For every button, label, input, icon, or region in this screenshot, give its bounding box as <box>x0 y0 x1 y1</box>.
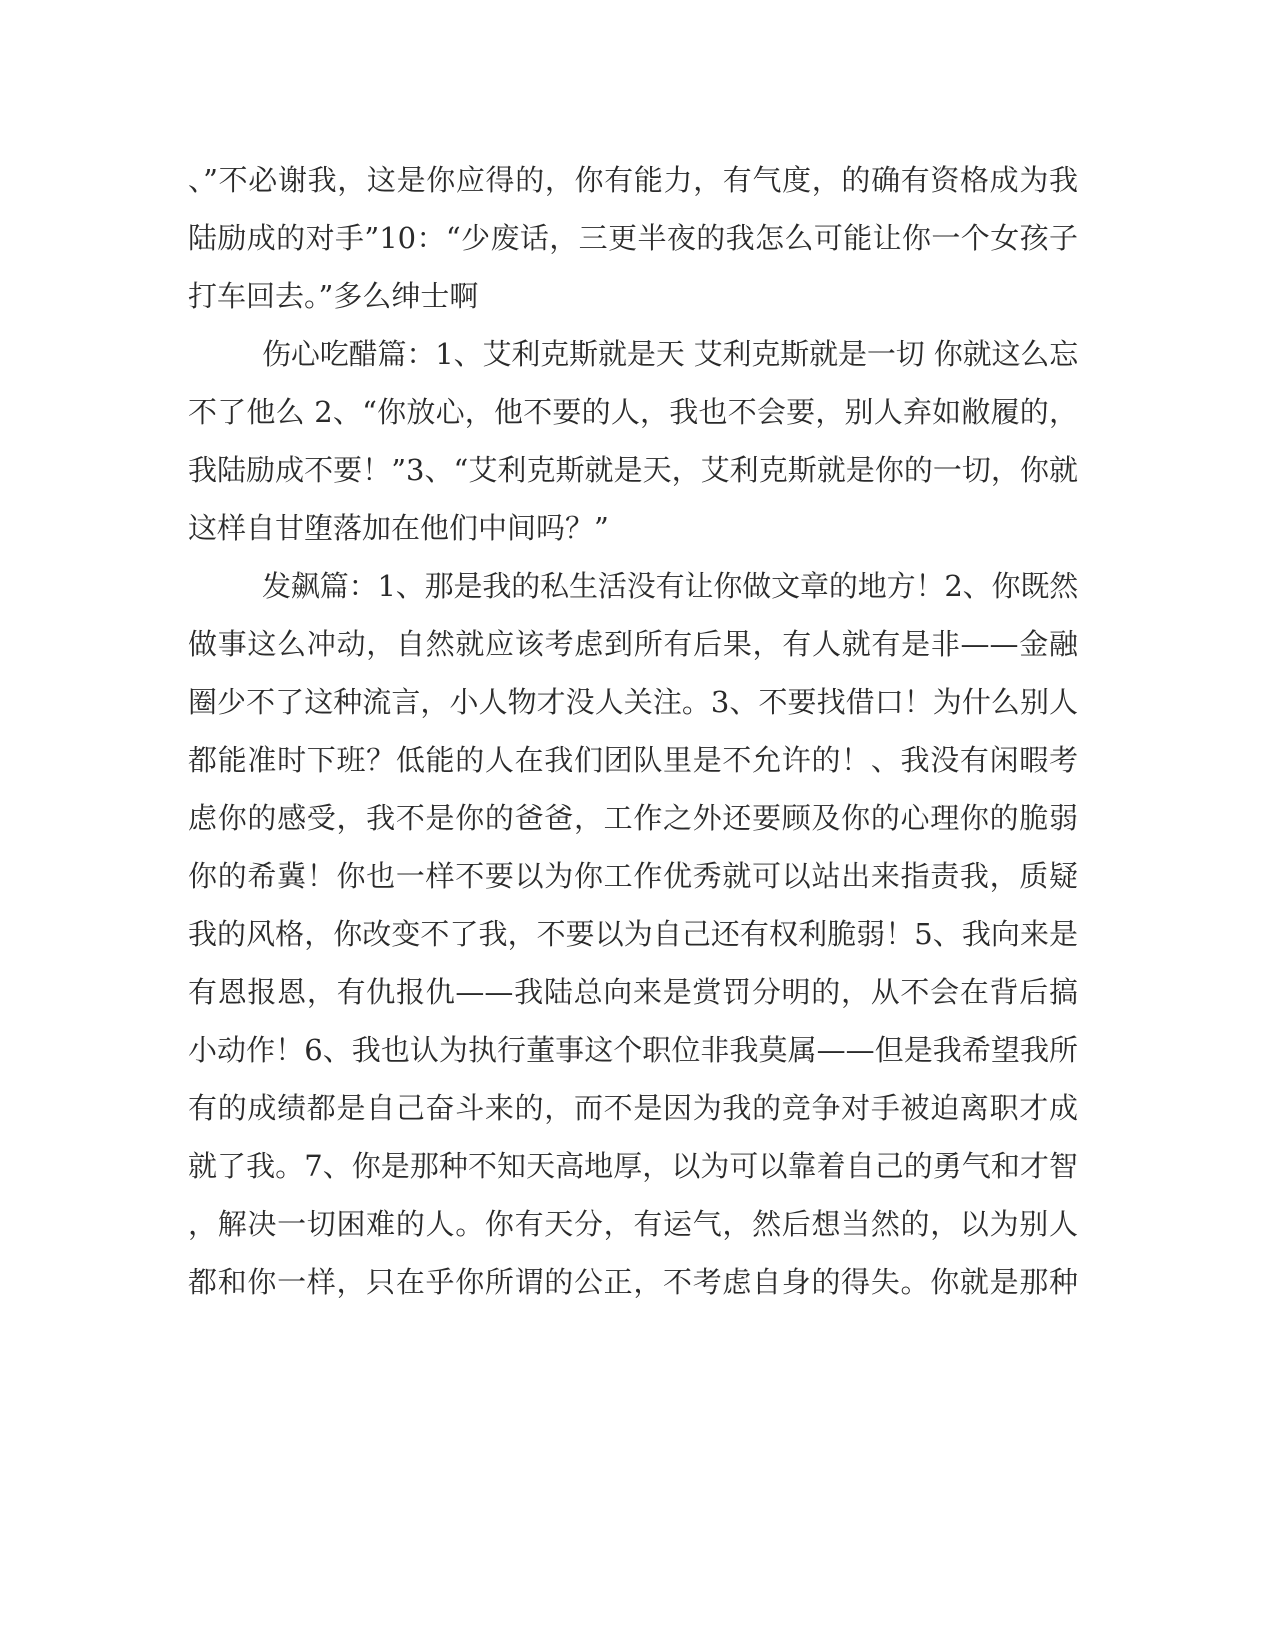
text-line: 都能准时下班？低能的人在我们团队里是不允许的！、我没有闲暇考 <box>188 743 1078 777</box>
text-line: 我陆励成不要！”3、“艾利克斯就是天，艾利克斯就是你的一切，你就 <box>188 453 1078 487</box>
text-line: 、”不必谢我，这是你应得的，你有能力，有气度，的确有资格成为我 <box>188 163 1078 197</box>
text-line: 做事这么冲动，自然就应该考虑到所有后果，有人就有是非——金融 <box>188 627 1078 661</box>
text-line: 这样自甘堕落加在他们中间吗？” <box>188 511 609 545</box>
text-line: 小动作！6、我也认为执行董事这个职位非我莫属——但是我希望我所 <box>188 1033 1078 1067</box>
text-line: ，解决一切困难的人。你有天分，有运气，然后想当然的，以为别人 <box>188 1207 1078 1241</box>
text-line: 陆励成的对手”10：“少废话，三更半夜的我怎么可能让你一个女孩子 <box>188 221 1078 255</box>
text-line: 就了我。7、你是那种不知天高地厚，以为可以靠着自己的勇气和才智 <box>188 1149 1078 1183</box>
text-line: 有的成绩都是自己奋斗来的，而不是因为我的竞争对手被迫离职才成 <box>188 1091 1078 1125</box>
text-line: 都和你一样，只在乎你所谓的公正，不考虑自身的得失。你就是那种 <box>188 1265 1078 1299</box>
text-line: 你的希冀！你也一样不要以为你工作优秀就可以站出来指责我，质疑 <box>188 859 1078 893</box>
text-line: 圈少不了这种流言，小人物才没人关注。3、不要找借口！为什么别人 <box>188 685 1078 719</box>
text-line: 我的风格，你改变不了我，不要以为自己还有权利脆弱！5、我向来是 <box>188 917 1078 951</box>
text-line: 不了他么 2、“你放心，他不要的人，我也不会要，别人弃如敝履的， <box>188 395 1078 429</box>
text-line: 发飙篇：1、那是我的私生活没有让你做文章的地方！2、你既然 <box>262 569 1078 603</box>
text-line: 打车回去。”多么绅士啊 <box>188 279 479 313</box>
text-line: 虑你的感受，我不是你的爸爸，工作之外还要顾及你的心理你的脆弱 <box>188 801 1078 835</box>
text-line: 有恩报恩，有仇报仇——我陆总向来是赏罚分明的，从不会在背后搞 <box>188 975 1078 1009</box>
text-line: 伤心吃醋篇：1、艾利克斯就是天 艾利克斯就是一切 你就这么忘 <box>262 337 1078 371</box>
